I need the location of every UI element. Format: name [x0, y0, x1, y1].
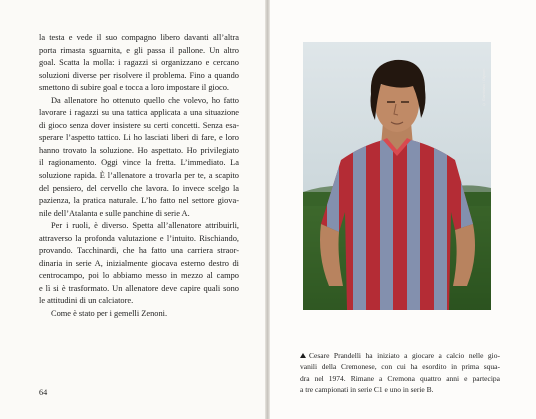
- body-line: dinaria in serie A, inizialmente giocava esterno destro di: [39, 258, 239, 268]
- body-line: attraverso la profonda valutazione e l’intuito. Rischiando,: [39, 233, 239, 243]
- body-line: soluzioni diverse per risolvere il problema. Fino a quando: [39, 70, 239, 80]
- caption-line: a tre campionati in serie C1 e uno in serie B.: [300, 385, 434, 395]
- body-line: le attitudini di un calciatore.: [39, 296, 134, 306]
- triangle-up-icon: [300, 353, 306, 358]
- body-line: centrocampo, poi lo abbiamo messo in mezzo al campo: [39, 271, 239, 281]
- caption-line-text: Cesare Prandelli ha iniziato a giocare a calcio nelle gio-: [309, 351, 500, 360]
- player-photo: [303, 42, 491, 310]
- body-line: goal. Scatta la molla: i ragazzi si organizzano e cercano: [39, 58, 239, 68]
- caption-line: dra nel 1974. Rimane a Cremona quattro anni e partecipa: [300, 373, 500, 383]
- body-line: provando. Tacchinardi, che ha fatto una carriera straor-: [39, 246, 239, 256]
- caption-line: vanili della Cremonese, con cui ha esordito in prima squa-: [300, 362, 500, 372]
- body-line: Da allenatore ho ottenuto quello che volevo, ho fatto: [51, 95, 239, 105]
- body-line: pazienza, la pratica naturale. L’ho fatto nel settore giova-: [39, 196, 239, 206]
- photo-caption: [300, 350, 500, 396]
- body-line: il ragionamento. Oggi vince la fretta. L’immediato. La: [39, 158, 239, 168]
- left-page-body-text: [39, 32, 239, 321]
- body-line: Per i ruoli, è diverso. Spetta all’allenatore attribuirli,: [51, 221, 239, 231]
- page-number: 64: [39, 388, 48, 397]
- body-line: la testa e vede il suo compagno libero davanti all’altra: [39, 33, 239, 42]
- body-line: Come è stato per i gemelli Zenoni.: [51, 309, 168, 319]
- body-line: di gioco senza dover insistere su certi concetti. Senza esa-: [39, 120, 239, 130]
- body-line: hanno trovato la soluzione. Ho aspettato. Ho privilegiato: [39, 145, 239, 155]
- photo-credit: © Giambalvo / Olycom: [482, 68, 486, 106]
- body-line: smettono di subire goal e tocca a loro impostare il gioco.: [39, 83, 230, 93]
- body-line: porta rimasta sguarnita, e gli passa il pallone. Un altro: [39, 45, 239, 55]
- body-line: del pensiero, del cervello che lavora. Io invece scelgo la: [39, 183, 239, 193]
- body-line: e lì si è trasformato. Un allenatore deve capire quali sono: [39, 283, 239, 293]
- body-line: soluzione rapida. È l’allenatore a trovarla per te, a scapito: [39, 171, 239, 181]
- caption-line: [300, 350, 500, 361]
- body-line: sperare l’aspetto tattico. Li ho lasciati liberi di fare, e loro: [39, 133, 239, 143]
- body-line: lavorare i ragazzi su una tattica applicata a una situazione: [39, 108, 239, 118]
- body-line: nile dell’Atalanta e sulle panchine di serie A.: [39, 208, 190, 218]
